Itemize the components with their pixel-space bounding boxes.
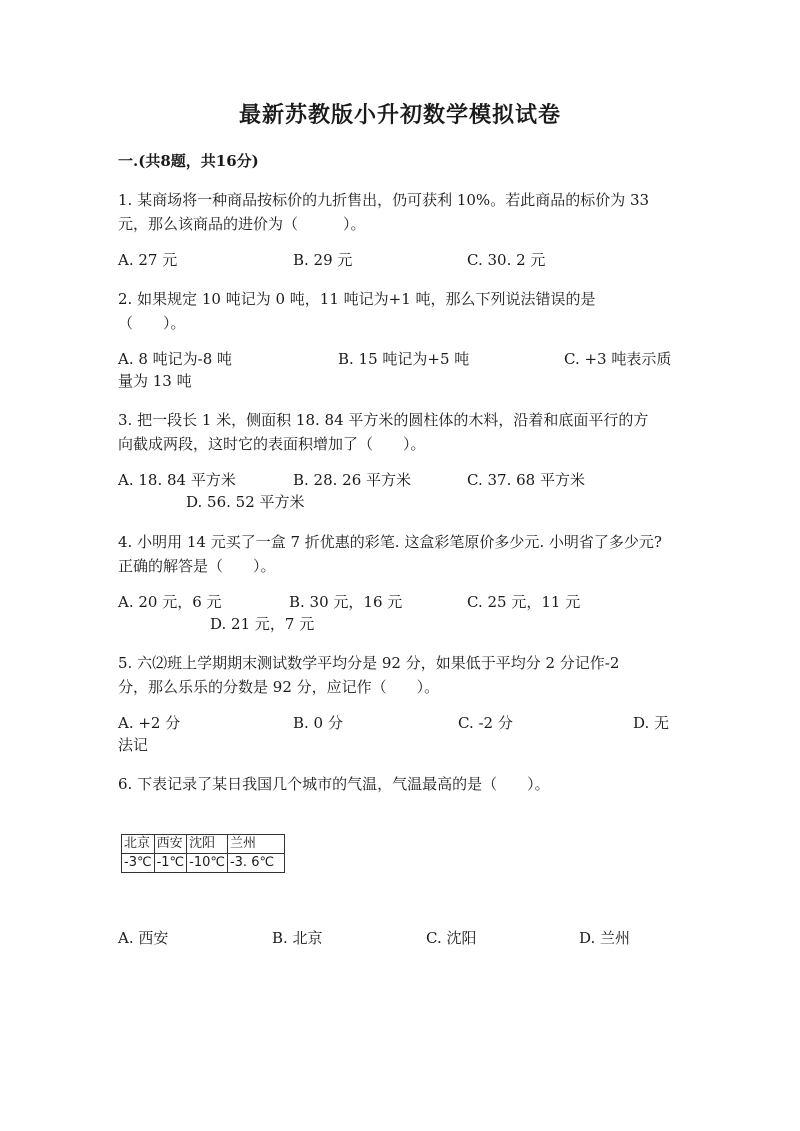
question-6-option-d: D. 兰州 [579,929,631,947]
question-5-option-d-continued: 法记 [118,736,149,754]
question-3-line-2: 向截成两段，这时它的表面积增加了（ ）。 [118,435,426,453]
question-4-option-d: D. 21 元，7 元 [210,615,315,633]
question-5 [118,651,688,699]
question-4 [118,530,718,578]
question-3-option-a: A. 18. 84 平方米 [118,471,236,489]
table-row-temperatures [122,854,285,873]
question-5-option-b: B. 0 分 [293,714,343,732]
question-2-option-a: A. 8 吨记为-8 吨 [118,350,233,368]
question-1-option-c: C. 30. 2 元 [467,251,546,269]
table-cell-temp: -3. 6℃ [227,854,284,873]
question-2 [118,287,688,335]
question-3 [118,408,688,456]
table-row-cities [122,835,285,854]
table-cell-temp: -10℃ [187,854,228,873]
question-1 [118,188,688,236]
question-4-option-b: B. 30 元，16 元 [289,593,403,611]
question-6-option-c: C. 沈阳 [426,929,477,947]
question-6-option-a: A. 西安 [118,929,169,947]
question-2-option-b: B. 15 吨记为+5 吨 [338,350,470,368]
question-2-line-2: （ ）。 [118,314,186,332]
table-cell-temp: -1℃ [154,854,187,873]
question-5-option-c: C. -2 分 [458,714,513,732]
question-2-option-c-continued: 量为 13 吨 [118,372,192,390]
question-3-option-c: C. 37. 68 平方米 [467,471,585,489]
question-5-line-1: 5. 六⑵班上学期期末测试数学平均分是 92 分，如果低于平均分 2 分记作-2 [118,654,620,672]
question-1-line-1: 1. 某商场将一种商品按标价的九折售出，仍可获利 10%。若此商品的标价为 33 [118,191,650,209]
page-title: 最新苏教版小升初数学模拟试卷 [238,102,561,128]
question-1-line-2: 元，那么该商品的进价为（ ）。 [118,215,366,233]
table-cell-temp: -3℃ [122,854,155,873]
question-5-option-d: D. 无 [633,714,670,732]
question-6 [118,772,688,796]
question-2-line-1: 2. 如果规定 10 吨记为 0 吨，11 吨记为+1 吨，那么下列说法错误的是 [118,290,596,308]
question-3-line-1: 3. 把一段长 1 米，侧面积 18. 84 平方米的圆柱体的木料，沿着和底面平行的方 [118,411,649,429]
question-6-line-1: 6. 下表记录了某日我国几个城市的气温，气温最高的是（ ）。 [118,775,550,793]
question-6-option-b: B. 北京 [272,929,323,947]
question-3-option-b: B. 28. 26 平方米 [293,471,412,489]
question-3-option-d: D. 56. 52 平方米 [186,493,305,511]
table-cell-city: 北京 [122,835,155,854]
question-4-option-c: C. 25 元，11 元 [467,593,581,611]
question-5-option-a: A. +2 分 [118,714,181,732]
section-heading: 一.(共8题，共16分) [118,152,259,170]
temperature-table [121,834,285,873]
question-1-option-b: B. 29 元 [293,251,353,269]
question-1-option-a: A. 27 元 [118,251,178,269]
question-4-option-a: A. 20 元，6 元 [118,593,222,611]
question-5-line-2: 分，那么乐乐的分数是 92 分，应记作（ ）。 [118,678,440,696]
question-2-option-c: C. +3 吨表示质 [564,350,672,368]
table-cell-city: 西安 [154,835,187,854]
table-cell-city: 沈阳 [187,835,228,854]
question-4-line-1: 4. 小明用 14 元买了一盒 7 折优惠的彩笔. 这盒彩笔原价多少元. 小明省了多少元? [118,533,662,551]
question-4-line-2: 正确的解答是（ ）。 [118,557,276,575]
table-cell-city: 兰州 [227,835,284,854]
